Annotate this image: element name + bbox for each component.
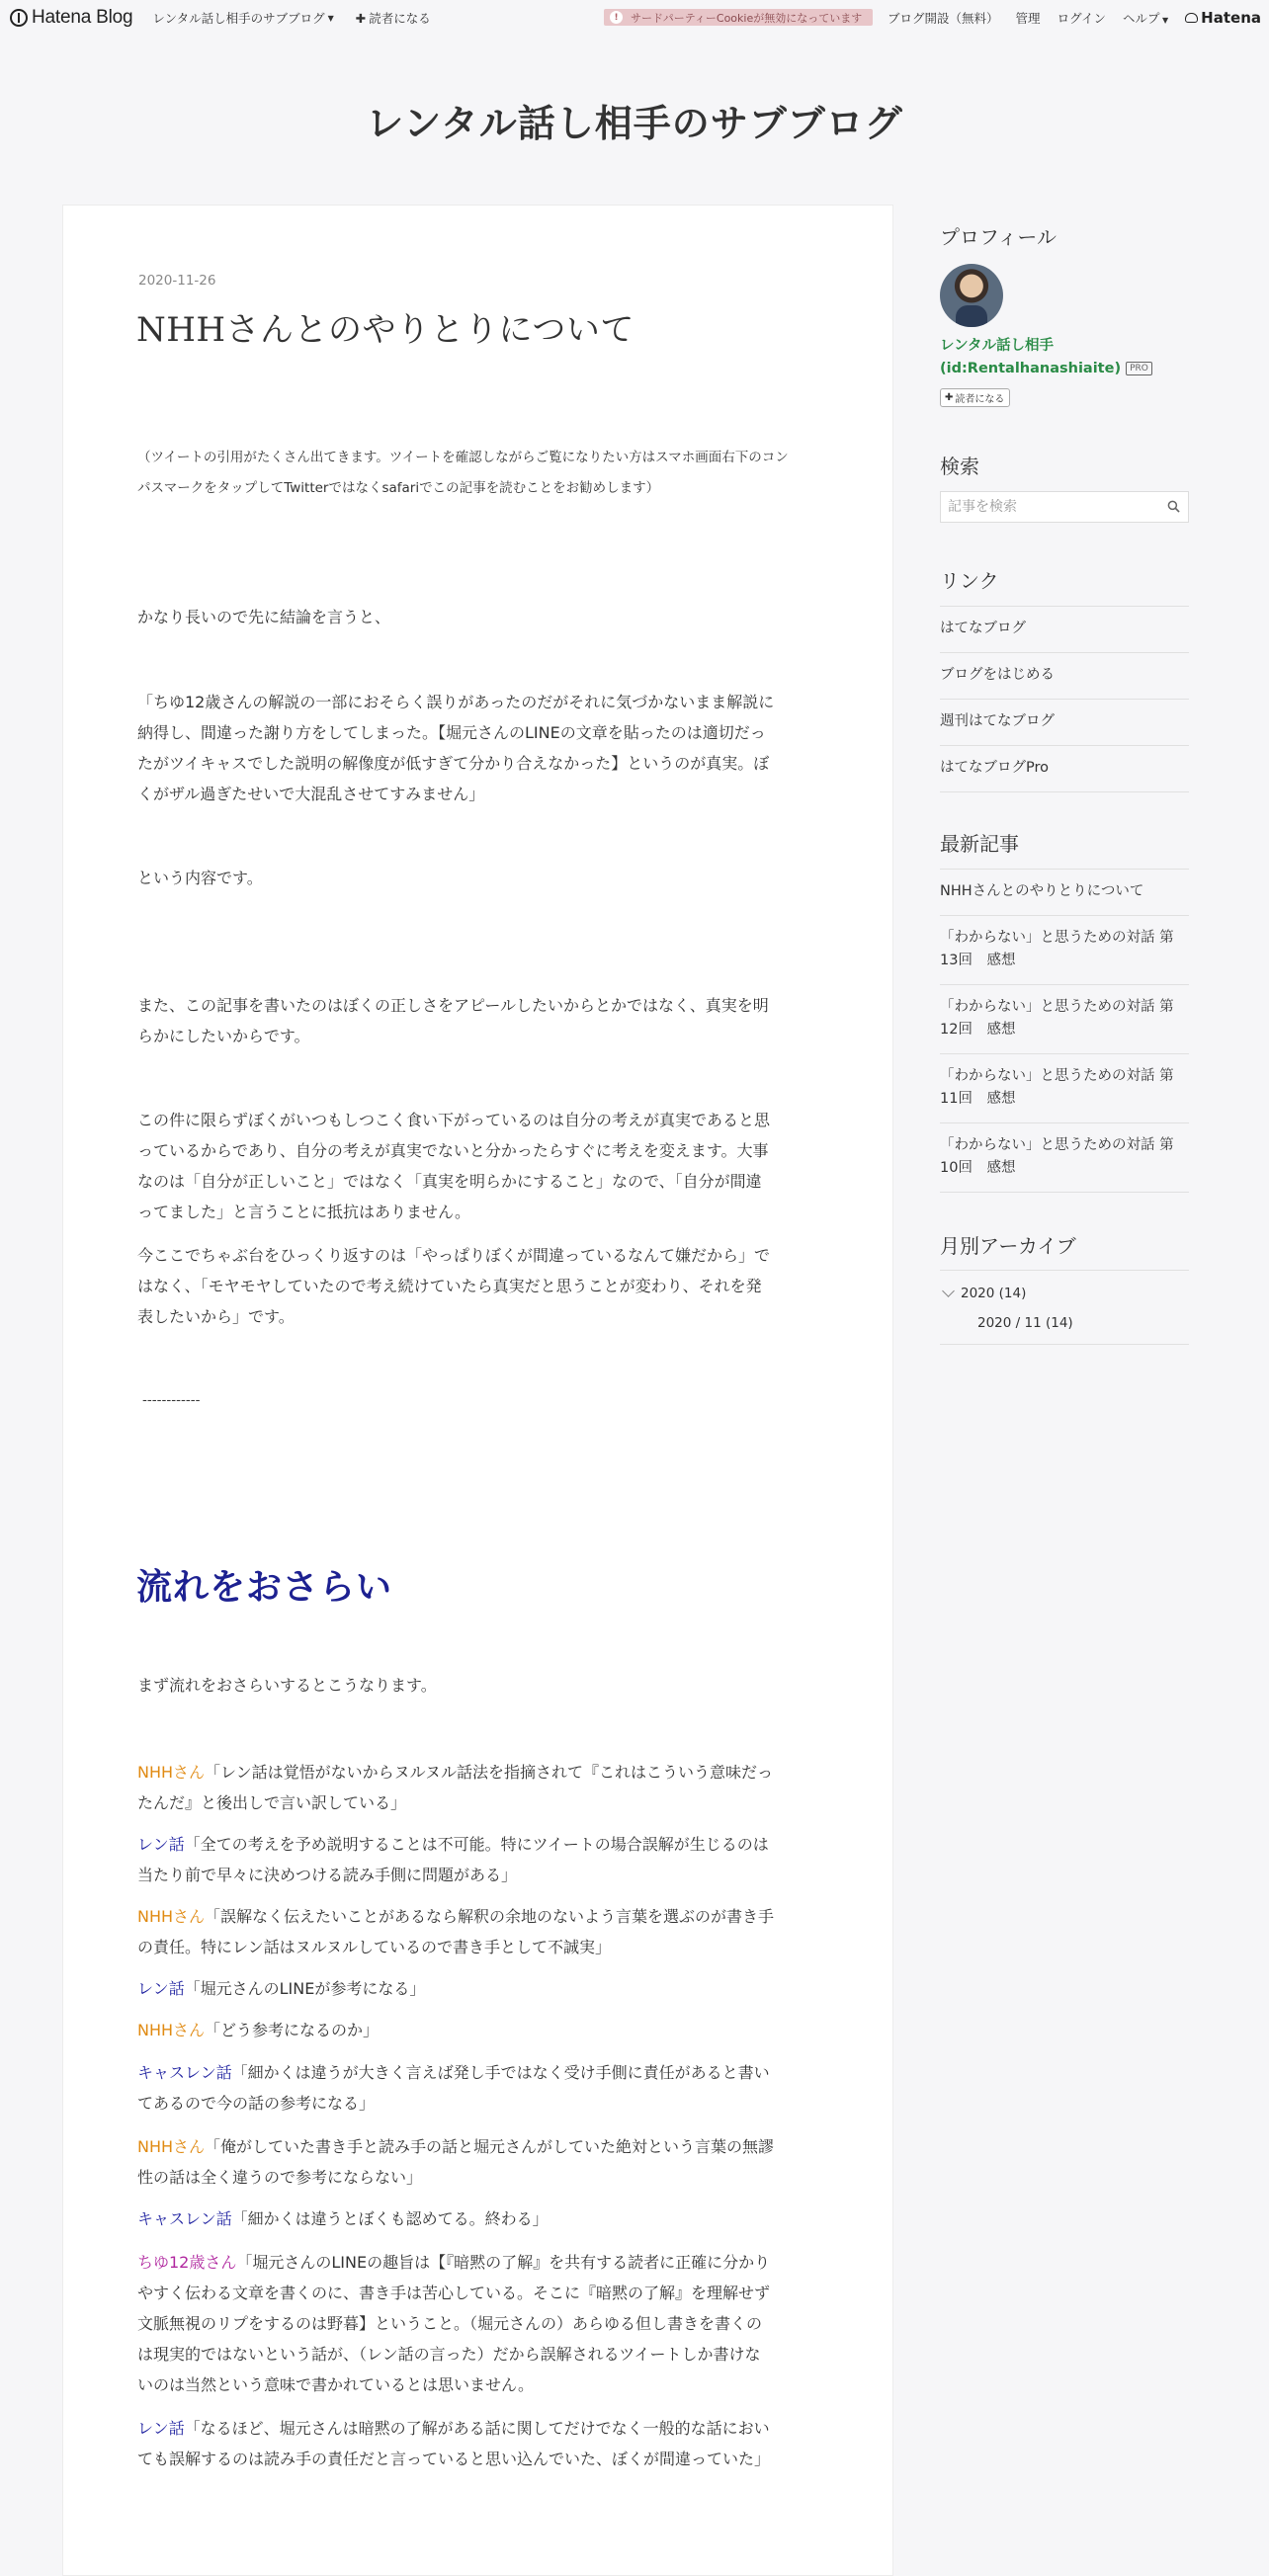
text-line: やすく伝わる文章を書くのに、書き手は苦心している。そこに『暗黙の了解』を理解せず [137, 2284, 771, 2302]
text-line: たがツイキャスでした説明の解像度が低すぎて分かり合えなかった】というのが真実。ぼ [137, 754, 770, 773]
blog-menu[interactable] [152, 9, 333, 27]
admin-link[interactable]: 管理 [1015, 11, 1041, 26]
profile-display-name: レンタル話し相手 [940, 338, 1055, 354]
note-line: （ツイートの引用がたくさん出てきます。ツイートを確認しながらご覧になりたい方はスマホ画面右下のコン [137, 450, 789, 465]
text-line: なのは「自分が正しいこと」ではなく「真実を明らかにすること」なので、「自分が間違 [137, 1172, 762, 1191]
search-icon[interactable] [1167, 500, 1180, 513]
blog-menu-label: レンタル話し相手のサブブログ [152, 11, 325, 26]
text-line: っているからであり、自分の考えが真実でないと分かったらすぐに考えを変えます。大事 [137, 1141, 769, 1160]
speaker-ren[interactable]: レン話 [137, 1835, 185, 1854]
avatar[interactable] [940, 264, 1003, 327]
text-line: てあるので今の話の参考になる」 [137, 2094, 376, 2113]
recent-entry[interactable]: NHHさんとのやりとりについて [940, 869, 1189, 915]
archive-heading: 月別アーカイブ [940, 1234, 1076, 1258]
text-line: 文脈無視のリプをするのは野暮】ということ。（堀元さんの）あらゆる但し書きを書くの [137, 2314, 763, 2333]
dialog-item [137, 1973, 815, 2004]
hatena-blog-logo[interactable] [10, 7, 132, 29]
section-heading: 流れをおさらい [136, 1567, 393, 1608]
search-input[interactable] [948, 499, 1155, 515]
subscribe-button[interactable] [940, 388, 1010, 407]
text-line [137, 1901, 815, 1932]
login-link[interactable]: ログイン [1057, 11, 1106, 26]
archive-list [940, 1270, 1189, 1345]
text-line: 「ちゆ12歳さんの解説の一部におそらく誤りがあったのだがそれに気づかないまま解説に [137, 693, 775, 711]
dialog-text: 「細かくは違うが大きく言えば発し手ではなく受け手側に責任があると書い [231, 2063, 770, 2082]
dialog-item [137, 1901, 815, 1962]
dialog-text: 「なるほど、堀元さんは暗黙の了解がある話に関してだけでなく一般的な話におい [184, 2419, 770, 2438]
speaker-ren[interactable]: レン話 [137, 1979, 185, 1998]
text-line [137, 1973, 815, 2004]
paragraph: かなり長いので先に結論を言うと、 [137, 608, 391, 626]
subscribe-link[interactable] [356, 9, 431, 27]
text-line: くがザル過ぎたせいで大混乱させてすみません」 [137, 785, 485, 803]
hatena-blog-mark-icon [10, 9, 28, 27]
hatena-mark-icon [1185, 13, 1198, 23]
global-header [0, 0, 1269, 36]
text-line [137, 2015, 815, 2045]
pro-badge: PRO [1126, 362, 1152, 375]
text-line: 表したいから」です。 [137, 1307, 295, 1326]
help-menu[interactable] [1123, 9, 1168, 27]
cookie-warning[interactable] [604, 9, 873, 26]
text-line: この件に限らずぼくがいつもしつこく食い下がっているのは自分の考えが真実であると思 [137, 1111, 771, 1129]
dialog-text: 「誤解なく伝えたいことがあるなら解釈の余地のないよう言葉を選ぶのが書き手 [205, 1907, 775, 1926]
entry-note [137, 443, 815, 504]
subscribe-button-label: 読者になる [955, 394, 1005, 405]
text-line [137, 1757, 815, 1787]
archive-year[interactable] [940, 1279, 1189, 1308]
speaker-nhh[interactable]: NHHさん [137, 1763, 206, 1782]
speaker-kyasu-ren[interactable]: キャスレン話 [137, 2209, 232, 2228]
note-line: パスマークをタップしてTwitterではなくsafariでこの記事を読むことをお勧めします） [137, 480, 660, 496]
text-line [137, 2413, 815, 2444]
separator: ------------ [142, 1392, 201, 1408]
text-line: たんだ』と後出しで言い訳している」 [137, 1793, 407, 1812]
links-heading: リンク [940, 569, 999, 593]
warning-icon: ! [610, 11, 623, 24]
text-line: はなく、「モヤモヤしていたので考え続けていたら真実だと思うことが変わり、それを発 [137, 1277, 762, 1295]
text-line: ても誤解するのは読み手の責任だと言っていると思い込んでいた、ぼくが間違っていた」 [137, 2450, 771, 2468]
dialog-text: 「俺がしていた書き手と読み手の話と堀元さんがしていた絶対という言葉の無謬 [205, 2137, 775, 2156]
text-line: 当たり前で早々に決めつける読み手側に問題がある」 [137, 1866, 518, 1884]
text-line: また、この記事を書いたのはぼくの正しさをアピールしたいからとかではなく、真実を明 [137, 996, 769, 1015]
text-line: は現実的ではないという話が、（レン話の言った）だから誤解されるツイートしか書けな [137, 2345, 761, 2364]
recent-entry[interactable]: 「わからない」と思うための対話 第10回 感想 [940, 1122, 1189, 1193]
text-line: 納得し、間違った謝り方をしてしまった。【堀元さんのLINEの文章を貼ったのは適切だっ [137, 723, 766, 742]
speaker-ren[interactable]: レン話 [137, 2419, 185, 2438]
text-line [137, 2203, 815, 2234]
recent-list [940, 869, 1189, 1193]
hatena-link[interactable] [1185, 9, 1261, 27]
text-line [137, 2131, 815, 2162]
dialog-item [137, 2015, 815, 2045]
dialog-text: 「堀元さんのLINEの趣旨は【『暗黙の了解』を共有する読者に正確に分かり [236, 2253, 771, 2272]
caret-down-icon: ▼ [1159, 16, 1169, 25]
recent-entry[interactable]: 「わからない」と思うための対話 第13回 感想 [940, 915, 1189, 984]
text-line: いのは当然という意味で書かれているとは思いません。 [137, 2375, 534, 2394]
recent-heading: 最新記事 [940, 832, 1019, 856]
link-item[interactable]: はてなブログPro [940, 745, 1189, 792]
archive-month[interactable]: 2020 / 11 (14) [977, 1315, 1073, 1331]
dialog-item [137, 1829, 815, 1890]
speaker-nhh[interactable]: NHHさん [137, 2021, 206, 2039]
speaker-nhh[interactable]: NHHさん [137, 2137, 206, 2156]
speaker-chiyu[interactable]: ちゆ12歳さん [137, 2253, 237, 2272]
recent-entry[interactable]: 「わからない」と思うための対話 第11回 感想 [940, 1053, 1189, 1122]
speaker-nhh[interactable]: NHHさん [137, 1907, 206, 1926]
help-label: ヘルプ [1122, 11, 1160, 26]
text-line: らかにしたいからです。 [137, 1027, 310, 1045]
blog-title[interactable]: レンタル話し相手のサブブログ [366, 102, 903, 145]
dialog-text: 「堀元さんのLINEが参考になる」 [184, 1979, 426, 1998]
link-item[interactable]: はてなブログ [940, 606, 1189, 652]
paragraph [137, 1240, 815, 1332]
dialog-item [137, 2203, 815, 2234]
dialog-item [137, 2131, 815, 2193]
text-line: ってました」と言うことに抵抗はありません。 [137, 1203, 470, 1221]
search-heading: 検索 [940, 455, 979, 478]
paragraph [137, 990, 815, 1051]
start-blog-link[interactable]: ブログ開設（無料） [888, 11, 999, 26]
dialog-text: 「細かくは違うとぼくも認めてる。終わる」 [231, 2209, 549, 2228]
subscribe-label: 読者になる [369, 11, 431, 26]
paragraph: まず流れをおさらいするとこうなります。 [137, 1676, 437, 1695]
plus-icon: ✚ [355, 10, 367, 26]
paragraph [137, 687, 815, 809]
archive-year-label: 2020 (14) [961, 1286, 1027, 1301]
global-nav-right [888, 0, 1261, 36]
dialog-text: 「全ての考えを予め説明することは不可能。特にツイートの場合誤解が生じるのは [184, 1835, 769, 1854]
profile-id: (id:Rentalhanashiaite) [940, 361, 1122, 376]
plus-icon: ✚ [945, 392, 954, 403]
text-line [137, 2057, 815, 2088]
dialog-text: 「レン話は覚悟がないからヌルヌル話法を指摘されて『これはこういう意味だっ [205, 1763, 774, 1782]
dialog-item [137, 1757, 815, 1818]
search-box [940, 491, 1189, 523]
text-line [137, 2247, 815, 2278]
cookie-warning-text: サードパーティーCookieが無効になっています [631, 11, 863, 25]
dialog-item [137, 2057, 815, 2119]
link-item[interactable]: 週刊はてなブログ [940, 699, 1189, 745]
paragraph: という内容です。 [137, 869, 263, 887]
chevron-down-icon [942, 1285, 955, 1297]
text-line: の責任。特にレン話はヌルヌルしているので書き手として不誠実」 [137, 1938, 611, 1956]
paragraph [137, 1105, 815, 1227]
entry-title[interactable]: NHHさんとのやりとりについて [136, 310, 634, 350]
caret-down-icon: ▼ [327, 13, 334, 23]
dialog-text: 「どう参考になるのか」 [205, 2021, 380, 2039]
profile-name[interactable] [940, 335, 1152, 380]
link-item[interactable]: ブログをはじめる [940, 652, 1189, 699]
text-line [137, 1829, 815, 1860]
entry-date[interactable]: 2020-11-26 [138, 273, 216, 289]
links-list [940, 606, 1189, 792]
text-line: 性の話は全く違うので参考にならない」 [137, 2168, 423, 2187]
profile-heading: プロフィール [940, 225, 1057, 249]
dialog-item [137, 2247, 815, 2400]
hatena-label: Hatena [1201, 9, 1261, 27]
text-line: 今ここでちゃぶ台をひっくり返すのは「やっぱりぼくが間違っているなんて嫌だから」で [137, 1246, 771, 1265]
logo-text: Hatena Blog [32, 7, 133, 28]
speaker-kyasu-ren[interactable]: キャスレン話 [137, 2063, 232, 2082]
recent-entry[interactable]: 「わからない」と思うための対話 第12回 感想 [940, 984, 1189, 1053]
dialog-item [137, 2413, 815, 2474]
